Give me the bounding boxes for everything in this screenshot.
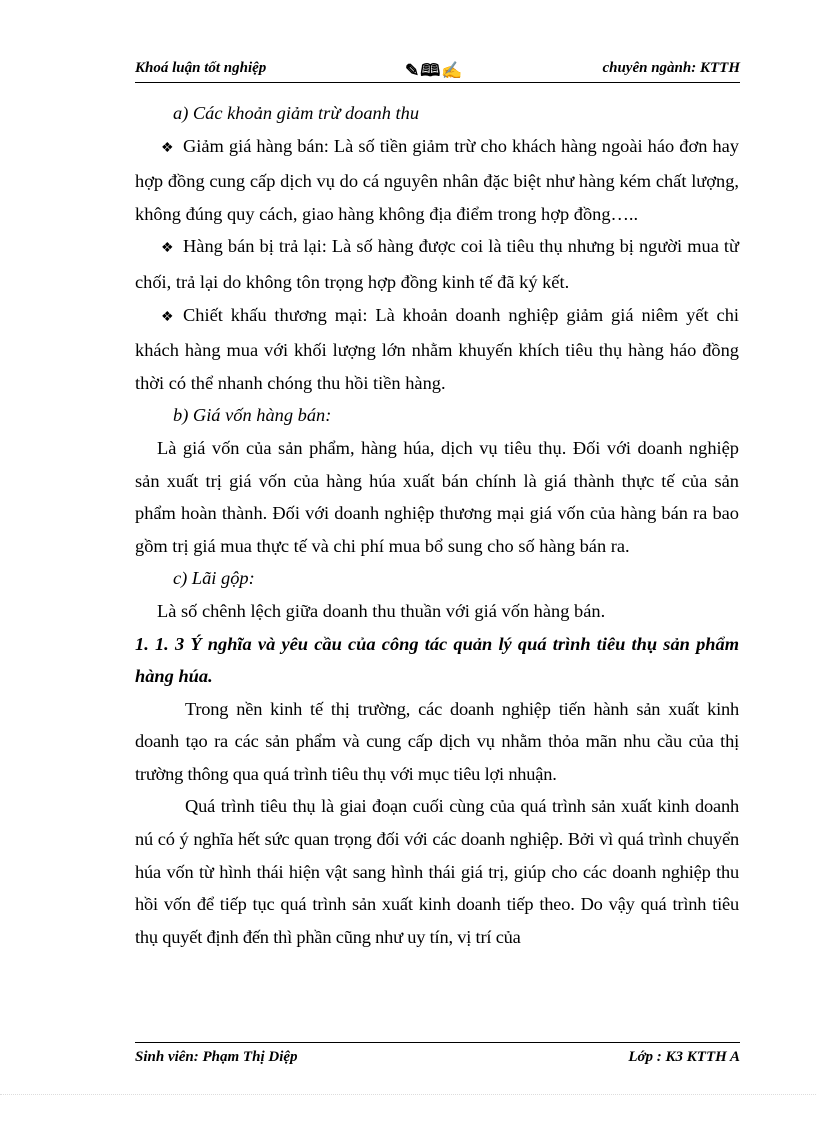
paragraph-c: Là số chênh lệch giữa doanh thu thuần với giá vốn hàng bán.	[157, 600, 606, 621]
bullet-paragraph-3	[135, 299, 739, 400]
diamond-bullet-icon: ❖	[161, 241, 174, 257]
bullet-text-3: Chiết khấu thương mại: Là khoản doanh nghiệp giảm giá niêm yết chi khách hàng mua với khối lượng lớn nhằm khuyến khích tiêu thụ hàng háo đồng thời có thể nhanh chóng thu hồi tiền hàng.	[135, 304, 739, 393]
paragraph-1: Trong nền kinh tế thị trường, các doanh nghiệp tiến hành sản xuất kinh doanh tạo ra các sản phẩm và cung cấp dịch vụ nhằm thỏa mãn nhu cầu của thị trường thông qua quá trình tiêu thụ với mục tiêu lợi nhuận.	[135, 698, 739, 784]
page-body	[135, 97, 739, 953]
page-header	[135, 58, 740, 80]
header-rule	[135, 82, 740, 83]
subheading-b: b) Giá vốn hàng bán:	[173, 405, 332, 426]
diamond-bullet-icon: ❖	[161, 309, 174, 325]
section-heading: 1. 1. 3 Ý nghĩa và yêu cầu của công tác quản lý quá trình tiêu thụ sản phẩm hàng húa.	[135, 633, 739, 687]
bullet-text-1: Giảm giá hàng bán: Là số tiền giảm trừ cho khách hàng ngoài háo đơn hay hợp đồng cung cấp dịch vụ do cá nguyên nhân đặc biệt như hàng kém chất lượng, không đúng quy cách, giao hàng không địa điểm trong hợp đồng…..	[135, 135, 739, 224]
book-ornament-icon: ✎🕮✍	[405, 61, 464, 80]
footer-rule	[135, 1042, 740, 1043]
bullet-paragraph-2	[135, 230, 739, 298]
page-footer	[135, 1049, 740, 1071]
subheading-a: a) Các khoản giảm trừ doanh thu	[173, 103, 420, 123]
footer-class: Lớp : K3 KTTH A	[628, 1049, 740, 1065]
header-left-text: Khoá luận tốt nghiệp	[135, 60, 267, 76]
paragraph-2: Quá trình tiêu thụ là giai đoạn cuối cùng của quá trình sản xuất kinh doanh nú có ý nghĩa hết sức quan trọng đối với các doanh nghiệp. Bởi vì quá trình chuyển húa vốn từ hình thái hiện vật sang hình thái giá trị, giúp cho các doanh nghiệp thu hồi vốn để tiếp tục quá trình sản xuất kinh doanh tiếp theo. Do vậy quá trình tiêu thụ quyết định đến thì phần cũng như uy tín, vị trí của	[135, 796, 739, 947]
subheading-c: c) Lãi gộp:	[173, 568, 255, 589]
page-edge-divider	[0, 1094, 816, 1095]
footer-student: Sinh viên: Phạm Thị Diệp	[135, 1049, 298, 1065]
header-right-text: chuyên ngành: KTTH	[602, 60, 740, 76]
bullet-text-2: Hàng bán bị trả lại: Là số hàng được coi là tiêu thụ nhưng bị người mua từ chối, trả lại do không tôn trọng hợp đồng kinh tế đã ký kết.	[135, 236, 739, 292]
diamond-bullet-icon: ❖	[161, 140, 174, 156]
bullet-paragraph-1	[135, 130, 739, 231]
paragraph-b: Là giá vốn của sản phẩm, hàng húa, dịch vụ tiêu thụ. Đối với doanh nghiệp sản xuất trị giá vốn của hàng húa xuất bán chính là giá thành thực tế của sản phẩm hoàn thành. Đối với doanh nghiệp thương mại giá vốn của hàng bán ra bao gồm trị giá mua thực tế và chi phí mua bổ sung cho số hàng bán ra.	[135, 437, 739, 556]
